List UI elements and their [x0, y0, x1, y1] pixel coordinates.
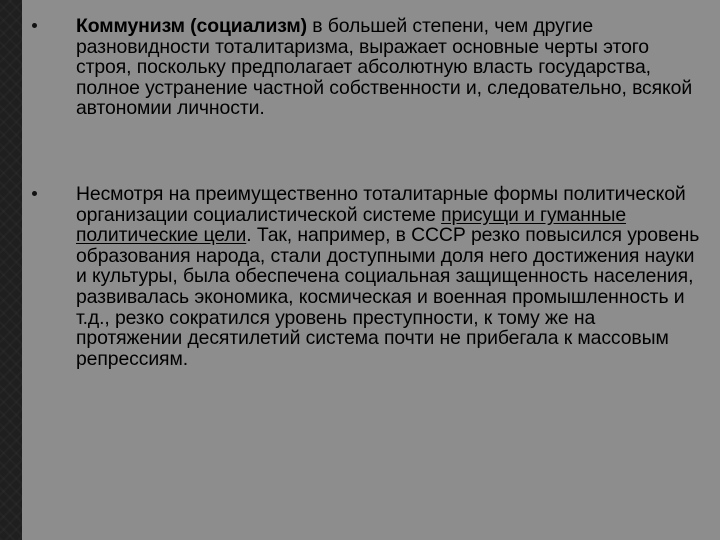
bullet-text-2: [76, 184, 706, 369]
slide-content-panel: [22, 0, 720, 540]
bullet-body-text: в большей степени, чем другие разновидности тоталитаризма, выражает основные черты этого строя, поскольку предполагает абсолютную власть государства, полное устранение частной собственности и, следовательно, всякой автономии личности.: [76, 15, 693, 120]
bullet-text-1: [76, 16, 706, 119]
underlined-phrase: присущи и гуманные политические цели: [76, 203, 627, 247]
bullet-dot-icon: [32, 23, 37, 28]
bullet-text-after: . Так, например, в СССР резко повысился уровень образования народа, стали доступными доля него достижения науки и культуры, была обеспечена социальная защищенность населения, развивалась экономика, космическая и военная промышленность и т.д., резко сократился уровень преступности, к тому же на протяжении десятилетий система почти не прибегала к массовым репрессиям.: [76, 224, 700, 370]
bullet-lead-bold: Коммунизм (социализм): [76, 15, 307, 37]
bullet-dot-icon: [32, 191, 37, 196]
bullet-text-before: Несмотря на преимущественно тоталитарные формы политической организации социалистической системе: [76, 183, 686, 226]
